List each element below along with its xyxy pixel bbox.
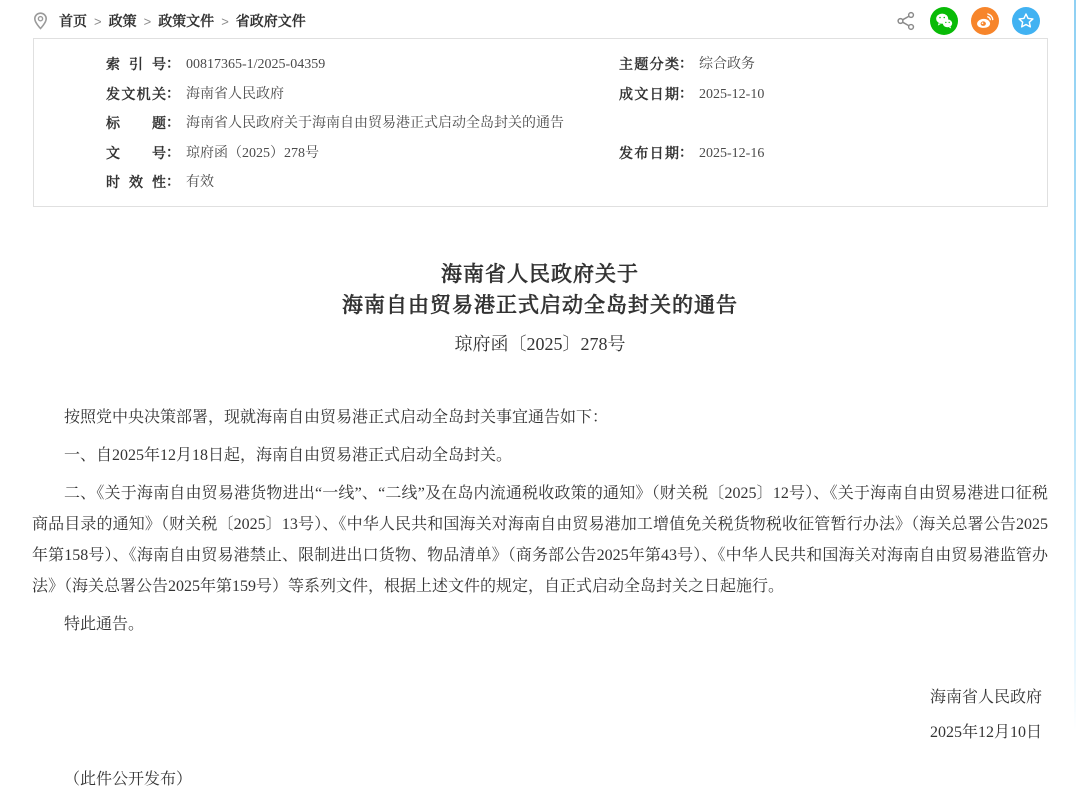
breadcrumb-separator: > <box>143 13 152 29</box>
meta-validity: 时效性： 有效 <box>106 173 214 191</box>
document-metadata-table <box>33 38 1048 207</box>
breadcrumb-item-policy[interactable]: 政策 <box>108 13 137 29</box>
signature-block <box>32 680 1048 750</box>
paragraph-closing: 特此通告。 <box>64 615 145 633</box>
document-body <box>32 402 1048 640</box>
meta-document-number: 文号： 琼府函（2025）278号 <box>106 143 319 161</box>
document-title-line1: 海南省人民政府关于 <box>441 261 639 286</box>
breadcrumb-item-policy-documents[interactable]: 政策文件 <box>158 13 215 29</box>
share-icon[interactable] <box>895 10 917 32</box>
location-pin-icon <box>33 12 48 30</box>
breadcrumb-separator: > <box>94 13 102 29</box>
public-release-note: （此件公开发布） <box>64 770 193 788</box>
meta-title: 标题： 海南省人民政府关于海南自由贸易港正式启动全岛封关的通告 <box>106 114 564 132</box>
breadcrumb-item-provincial-gov-documents[interactable]: 省政府文件 <box>235 13 306 29</box>
topbar <box>0 0 1080 32</box>
paragraph-item-2: 二、《关于海南自由贸易港货物进出“一线”、“二线”及在岛内流通税收政策的通知》（财关税〔2025〕12号）、《关于海南自由贸易港进口征税商品目录的通知》（财关税〔2025〕13号）、《中华人民共和国海关对海南自由贸易港加工增值免关税货物税收征管暂行办法》（海关总署公告2025年第158号）、《海南自由贸易港禁止、限制进出口货物、物品清单》（商务部公告2025年第43号）、《中华人民共和国海关对海南自由贸易港监管办法》（海关总署公告2025年第159号）等系列文件，根据上述文件的规定，自正式启动全岛封关之日起施行。 <box>32 484 1048 595</box>
paragraph-item-1: 一、自2025年12月18日起，海南自由贸易港正式启动全岛封关。 <box>64 446 513 464</box>
page-edge-accent-line <box>1074 0 1076 730</box>
share-toolbar <box>895 7 1040 35</box>
favorite-star-icon[interactable] <box>1012 7 1040 35</box>
meta-issuing-agency: 发文机关： 海南省人民政府 <box>106 84 284 102</box>
wechat-icon[interactable] <box>930 7 958 35</box>
meta-row <box>34 108 1047 138</box>
meta-theme-category: 主题分类： 综合政务 <box>619 55 755 73</box>
meta-written-date: 成文日期： 2025-12-10 <box>619 84 765 102</box>
breadcrumb-separator: > <box>221 13 229 29</box>
breadcrumb <box>33 11 306 31</box>
meta-row <box>34 138 1047 168</box>
breadcrumb-item-home[interactable]: 首页 <box>59 13 87 29</box>
document-title-line2: 海南自由贸易港正式启动全岛封关的通告 <box>342 292 738 317</box>
meta-row <box>34 49 1047 79</box>
document-title <box>32 259 1048 321</box>
signature-issuer: 海南省人民政府 <box>929 688 1042 706</box>
meta-row <box>34 79 1047 109</box>
signature-date: 2025年12月10日 <box>929 723 1042 741</box>
weibo-icon[interactable] <box>971 7 999 35</box>
meta-publish-date: 发布日期： 2025-12-16 <box>619 143 765 161</box>
meta-index-number: 索引号： 00817365-1/2025-04359 <box>106 55 326 73</box>
paragraph-intro: 按照党中央决策部署，现就海南自由贸易港正式启动全岛封关事宜通告如下： <box>64 408 609 426</box>
meta-row <box>34 167 1047 197</box>
document-number: 琼府函〔2025〕278号 <box>454 333 626 354</box>
article <box>32 259 1048 789</box>
